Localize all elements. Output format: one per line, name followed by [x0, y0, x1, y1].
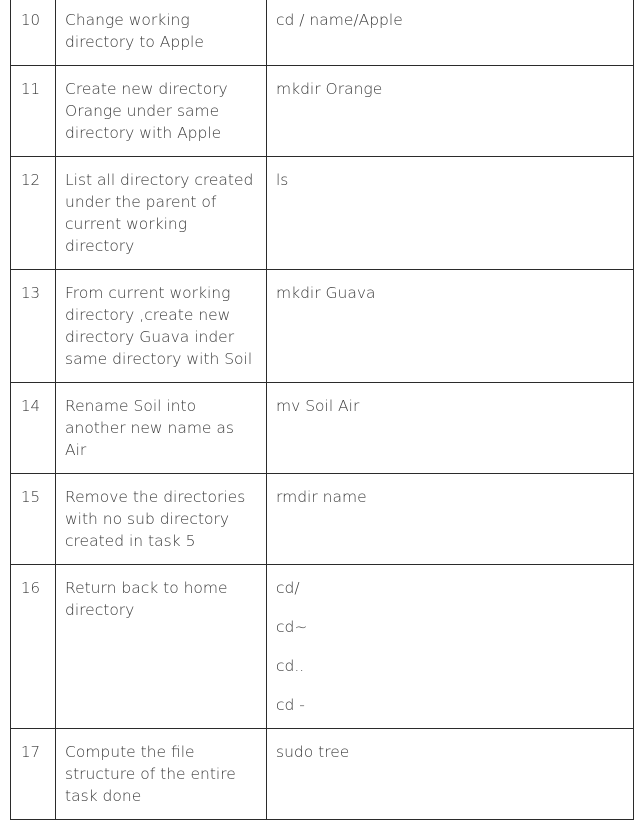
- command-text: cd~: [276, 618, 308, 636]
- task-description: Change working directory to Apple: [56, 0, 267, 66]
- command-cell: [267, 383, 634, 474]
- command-text: sudo tree: [276, 743, 350, 761]
- table-row: [11, 729, 634, 820]
- command-text: cd/: [276, 579, 300, 597]
- task-description: From current working directory ,create new directory Guava inder same directory with Soil: [56, 270, 267, 383]
- table-row: [11, 270, 634, 383]
- command-cell: [267, 729, 634, 820]
- command-text: mkdir Orange: [276, 80, 383, 98]
- command-cell: [267, 66, 634, 157]
- task-number: 16: [11, 565, 56, 729]
- command-text: cd..: [276, 657, 305, 675]
- table-row: [11, 0, 634, 66]
- table-row: [11, 565, 634, 729]
- task-number: 10: [11, 0, 56, 66]
- command-cell: [267, 0, 634, 66]
- task-number: 12: [11, 157, 56, 270]
- table-row: [11, 66, 634, 157]
- task-number: 15: [11, 474, 56, 565]
- command-text: rmdir name: [276, 488, 367, 506]
- command-cell: [267, 157, 634, 270]
- task-number: 17: [11, 729, 56, 820]
- task-description: Remove the directories with no sub directory created in task 5: [56, 474, 267, 565]
- command-cell: [267, 565, 634, 729]
- task-description: Return back to home directory: [56, 565, 267, 729]
- command-cell: [267, 474, 634, 565]
- task-description: List all directory created under the parent of current working directory: [56, 157, 267, 270]
- task-table: [10, 0, 634, 820]
- task-description: Rename Soil into another new name as Air: [56, 383, 267, 474]
- task-description: Compute the file structure of the entire task done: [56, 729, 267, 820]
- table-row: [11, 383, 634, 474]
- command-text: mv Soil Air: [276, 397, 360, 415]
- command-text: cd / name/Apple: [276, 11, 403, 29]
- task-number: 11: [11, 66, 56, 157]
- command-text: mkdir Guava: [276, 284, 376, 302]
- table-row: [11, 474, 634, 565]
- task-description: Create new directory Orange under same directory with Apple: [56, 66, 267, 157]
- task-number: 14: [11, 383, 56, 474]
- table-row: [11, 157, 634, 270]
- command-cell: [267, 270, 634, 383]
- task-number: 13: [11, 270, 56, 383]
- command-text: cd -: [276, 696, 305, 714]
- command-text: ls: [276, 171, 289, 189]
